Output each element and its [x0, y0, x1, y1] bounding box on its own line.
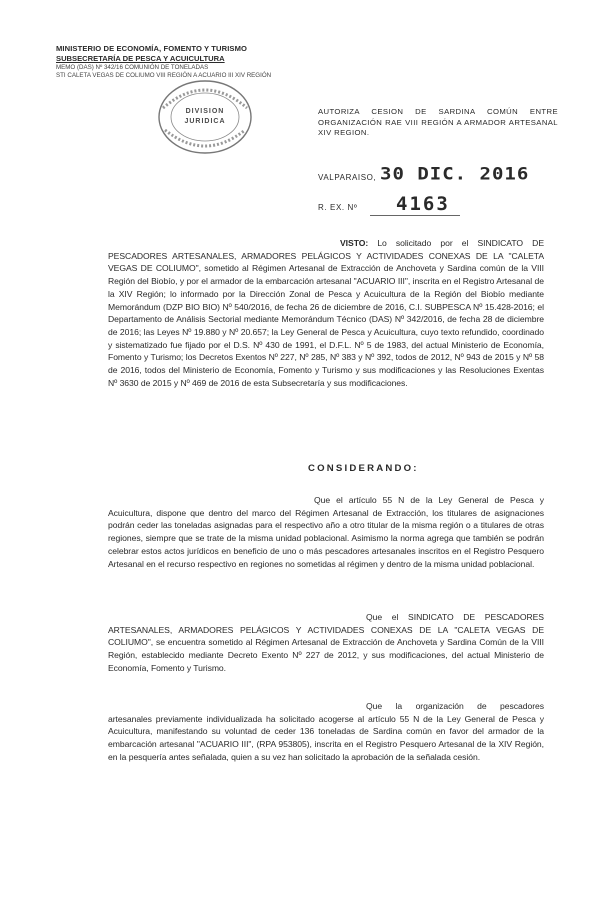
visto-paragraph	[108, 237, 544, 389]
resolution-number: 4163	[396, 193, 450, 215]
visto-text: Lo solicitado por el SINDICATO DE PESCADORES ARTESANALES, ARMADORES PELÁGICOS Y ACTIVIDADES CONEXAS DE LA "CALETA VEGAS DE COLIUMO", sometido al Régimen Artesanal de Extracción de Anchoveta y Sardina común de la VIII Región del Biobío, y por el armador de la embarcación artesanal "ACUARIO III", inscrita en el Registro Artesanal de la XIV Región; lo informado por la Dirección Zonal de Pesca y Acuicultura de la Región del Biobío mediante Memorándum (DZP BIO BIO) Nº 540/2016, de fecha 26 de diciembre de 2016, C.I. SUBPESCA Nº 15.428-2016; el Departamento de Análisis Sectorial mediante Memorándum Técnico (DAS) Nº 342/2016, de fecha 28 de diciembre de 2016; las Leyes Nº 19.880 y Nº 20.657; la Ley General de Pesca y Acuicultura, cuyo texto refundido, coordinado y sistematizado fue fijado por el D.S. Nº 430 de 1991, el D.F.L. Nº 5 de 1983, del actual Ministerio de Economía, Fomento y Turismo; los Decretos Exentos Nº 227, Nº 285, Nº 383 y Nº 392, todos de 2012, Nº 943 de 2015 y Nº 58 de 2016, todos del Ministerio de Economía, Fomento y Turismo y sus modificaciones y las Resoluciones Exentas Nº 3630 de 2015 y Nº 469 de 2016 de esta Subsecretaría y sus modificaciones.	[108, 238, 544, 388]
considerando-paragraph-2: Que el SINDICATO DE PESCADORES ARTESANALES, ARMADORES PELÁGICOS Y ACTIVIDADES CONEXAS DE LA "CALETA VEGAS DE COLIUMO", se encuentra sometido al Régimen Artesanal de Extracción de Anchoveta y Sardina Común de la VIII Región, establecido mediante Decreto Exento Nº 227 de 2012, y sus modificaciones, del actual Ministerio de Economía, Fomento y Turismo.	[108, 612, 544, 673]
subsecretaria-name: SUBSECRETARÍA DE PESCA Y ACUICULTURA	[56, 53, 225, 63]
stamp-text-juridica: JURIDICA	[184, 118, 226, 125]
rex-label: R. EX. Nº	[318, 203, 358, 212]
place-label: VALPARAISO,	[318, 173, 377, 182]
stamp-text-division: DIVISION	[185, 108, 225, 115]
visto-label: VISTO:	[340, 238, 369, 248]
stamp-seal-icon	[155, 78, 255, 156]
number-underline	[370, 215, 460, 216]
memo-reference-2: STI CALETA VEGAS DE COLIUMO VIII REGIÓN A ACUARIO III XIV REGIÓN	[56, 72, 272, 79]
considerando-heading: CONSIDERANDO:	[308, 463, 419, 474]
considerando-paragraph-3: Que la organización de pescadores artesanales previamente individualizada ha solicitado acogerse al artículo 55 N de la Ley General de Pesca y Acuicultura, manifestando su voluntad de ceder 136 toneladas de Sardina común en favor del armador de la embarcación artesanal "ACUARIO III", (RPA 953805), inscrita en el Registro Pesquero Artesanal de la XIV Región, en la pesquería antes señalada, quien a su vez han solicitado la aprobación de la señalada cesión.	[108, 701, 544, 762]
resolution-subject: AUTORIZA CESION DE SARDINA COMÚN ENTRE ORGANIZACIÓN RAE VIII REGIÓN A ARMADOR ARTESANAL XIV REGION.	[318, 107, 558, 137]
memo-reference: MEMO (DAS) Nº 342/16 COMUNIÓN DE TONELADAS	[56, 63, 209, 71]
resolution-date: 30 DIC. 2016	[380, 164, 530, 184]
juridica-stamp	[155, 78, 255, 156]
considerando-paragraph-1: Que el artículo 55 N de la Ley General de Pesca y Acuicultura, dispone que dentro del marco del Régimen Artesanal de Extracción, los titulares de asignaciones podrán ceder las toneladas asignadas para el respectivo año a otro titular de la misma región o a titulares de otras regiones, siempre que se trate de la misma unidad poblacional. Asimismo la norma agrega que también se podrán celebrar estos actos jurídicos en beneficio de uno o más pescadores artesanales inscritos en el Registro Pesquero Artesanal en el recurso respectivo en regiones no sometidas al régimen y dentro de la misma unidad poblacional.	[108, 495, 544, 569]
letterhead	[56, 44, 271, 80]
ministry-name: MINISTERIO DE ECONOMÍA, FOMENTO Y TURISMO	[56, 44, 248, 53]
